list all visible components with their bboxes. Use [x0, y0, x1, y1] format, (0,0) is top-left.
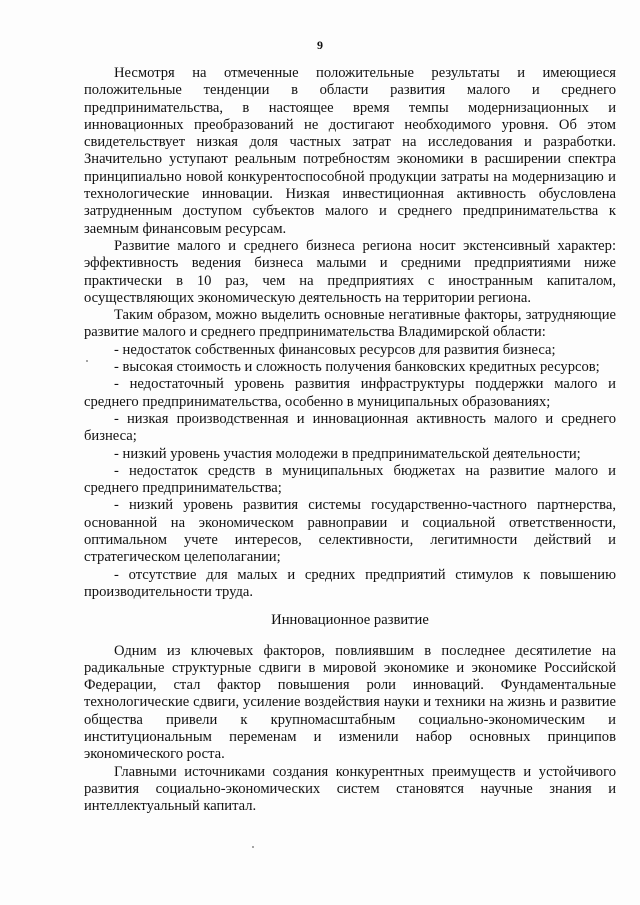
- paragraph-intro: Несмотря на отмеченные положительные результаты и имеющиеся положительные тенденции в области развития малого и среднего предпринимательства, в настоящее время темпы модернизационных и инновационных преобразований не достигают необходимого уровня. Об этом свидетельствует низкая доля частных затрат на исследования и разработки. Значительно уступают реальным потребностям экономики в расширении спектра принципиально новой конкурентоспособной продукции затраты на модернизацию и технологические инновации. Низкая инвестиционная активность обусловлена затрудненным доступом субъектов малого и среднего предпринимательства к заемным финансовым ресурсам.: [84, 65, 616, 237]
- list-item: - низкий уровень участия молодежи в предпринимательской деятельности;: [114, 445, 581, 462]
- paragraph-innovation-factor: Одним из ключевых факторов, повлиявшим в последнее десятилетие на радикальные структурные сдвиги в мировой экономике и экономике Российской Федерации, стал фактор повышения роли инноваций. Фундаментальные технологические сдвиги, усиление воздействия науки и техники на жизнь и развитие общества привели к крупномасштабным социально-экономическим и институциональным переменам и изменили набор основных принципов экономического роста.: [84, 642, 616, 763]
- scan-artifact: [86, 360, 88, 362]
- scan-artifact: [252, 846, 254, 848]
- list-item: - недостаток собственных финансовых ресурсов для развития бизнеса;: [114, 341, 556, 358]
- paragraph-competitive-advantage: Главными источниками создания конкурентных преимуществ и устойчивого развития социально-экономических систем становятся научные знания и интеллектуальный капитал.: [84, 763, 616, 815]
- section-heading: Инновационное развитие: [271, 612, 429, 629]
- document-body: [84, 65, 616, 815]
- list-item: - низкий уровень развития системы государственно-частного партнерства, основанной на экономическом равноправии и социальной ответственности, оптимальном учете интересов, селективности, легитимности действий и стратегическом целеполагании;: [84, 497, 616, 566]
- list-item: - отсутствие для малых и средних предприятий стимулов к повышению производительности труда.: [84, 566, 616, 600]
- paragraph-negative-factors: Таким образом, можно выделить основные негативные факторы, затрудняющие развитие малого и среднего предпринимательства Владимирской области:: [84, 307, 616, 341]
- list-item: - низкая производственная и инновационная активность малого и среднего бизнеса;: [84, 410, 616, 445]
- page-number: 9: [317, 38, 323, 52]
- list-item: - высокая стоимость и сложность получения банковских кредитных ресурсов;: [114, 359, 600, 376]
- paragraph-extensive-character: Развитие малого и среднего бизнеса региона носит экстенсивный характер: эффективность ведения бизнеса малыми и средними предприятиями ниже практически в 10 раз, чем на предприятиях с иностранным капиталом, осуществляющих экономическую деятельность на территории региона.: [84, 237, 616, 306]
- list-item: - недостаток средств в муниципальных бюджетах на развитие малого и среднего предпринимательства;: [84, 462, 616, 497]
- list-item: - недостаточный уровень развития инфраструктуры поддержки малого и среднего предпринимательства, особенно в муниципальных образованиях;: [84, 376, 616, 410]
